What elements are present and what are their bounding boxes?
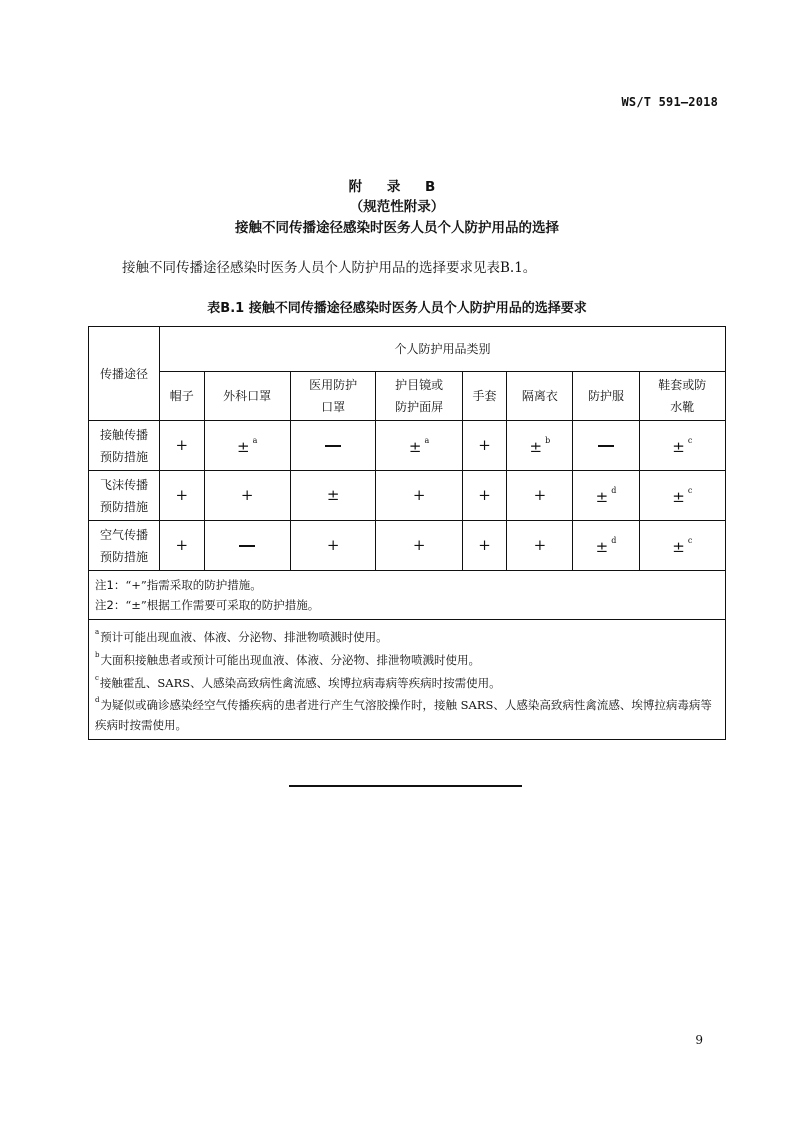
table-row (89, 471, 726, 521)
cell-text: 帽子 (169, 389, 194, 403)
optional-mark (672, 535, 693, 556)
mark-text: + (175, 536, 189, 554)
cell-text: 隔离衣 (521, 389, 558, 403)
required-mark (478, 436, 491, 454)
notes-row (89, 571, 726, 620)
required-mark (534, 536, 547, 554)
end-rule (289, 785, 522, 787)
mark-text: ± (595, 537, 609, 556)
cell-text: 口罩 (321, 400, 346, 414)
cell-text: 护目镜或 (395, 378, 444, 392)
mark-text: + (326, 536, 340, 554)
required-mark (327, 536, 340, 554)
optional-mark (672, 435, 693, 456)
table-cell (290, 521, 376, 571)
mark-text: + (412, 486, 426, 504)
cell-text: 医用防护 (309, 378, 358, 392)
column-header-cell (507, 372, 573, 421)
table-cell (507, 521, 573, 571)
table-cell (376, 421, 462, 471)
table-cell (639, 471, 725, 521)
note (95, 595, 719, 615)
cell-text: 传播途径 (99, 366, 148, 381)
footnote (95, 670, 719, 693)
group-header-cell (160, 327, 726, 372)
required-mark (478, 486, 491, 504)
mark-text: + (478, 436, 491, 454)
table-cell (160, 421, 205, 471)
footnotes-row (89, 620, 726, 740)
annex-kind: （规范性附录） (349, 199, 445, 215)
table-cell (639, 421, 725, 471)
footnotes-cell (89, 620, 726, 740)
header-row-columns (89, 372, 726, 421)
annex-name: 接触不同传播途径感染时医务人员个人防护用品的选择 (235, 220, 559, 236)
page-number: 9 (695, 1033, 703, 1047)
ppe-selection-table (88, 326, 726, 740)
footnote-mark: c (95, 673, 99, 682)
optional-mark (237, 435, 258, 456)
notes-cell (89, 571, 726, 620)
mark-text: ± (595, 487, 609, 506)
optional-mark (595, 535, 617, 556)
mark-text: + (175, 486, 189, 504)
mark-text: + (412, 536, 426, 554)
table-cell (160, 521, 205, 571)
cell-text: 个人防护用品类别 (394, 342, 491, 356)
optional-mark (672, 485, 693, 506)
table-caption: 表B.1 接触不同传播途径感染时医务人员个人防护用品的选择要求 (207, 301, 587, 316)
required-mark (478, 536, 491, 554)
note-label: 注2： (95, 598, 126, 612)
column-header-cell (462, 372, 507, 421)
not-required-mark (598, 436, 614, 454)
annex-title: 附 录 B (348, 179, 446, 195)
required-mark (175, 536, 188, 554)
cell-text: 预防措施 (99, 499, 148, 514)
table-cell (507, 471, 573, 521)
required-mark (175, 436, 188, 454)
table-cell (462, 421, 507, 471)
dash-glyph (239, 545, 255, 547)
cell-text: 预防措施 (99, 449, 148, 464)
footnote-text: 预计可能出现血液、体液、分泌物、排泄物喷溅时使用。 (100, 629, 388, 644)
table-cell (639, 521, 725, 571)
required-mark (241, 486, 254, 504)
cell-text: 外科口罩 (223, 389, 272, 403)
table-cell (160, 471, 205, 521)
table-cell (290, 471, 376, 521)
footnote-ref: c (687, 535, 693, 545)
cell-text: 预防措施 (99, 549, 148, 564)
row-label-cell (89, 471, 160, 521)
mark-text: ± (326, 486, 340, 504)
footnote-ref: a (424, 435, 430, 445)
mark-text: + (175, 436, 189, 454)
required-mark (534, 486, 547, 504)
cell-text: 飞沫传播 (99, 477, 148, 492)
footnote-mark: a (95, 628, 100, 636)
table-cell (462, 471, 507, 521)
header-row-group (89, 327, 726, 372)
mark-text: + (478, 536, 491, 554)
mark-text: + (478, 486, 491, 504)
table-cell (204, 421, 290, 471)
footnote-text: 接触霍乱、SARS、人感染高致病性禽流感、埃博拉病毒病等疾病时按需使用。 (99, 675, 501, 690)
note-label: 注1： (95, 578, 126, 592)
dash-glyph (325, 445, 341, 447)
row-label-cell (89, 421, 160, 471)
cell-text: 接触传播 (99, 427, 148, 442)
note-text: “+”指需采取的防护措施。 (125, 578, 262, 592)
table-cell (204, 471, 290, 521)
mark-text: ± (672, 437, 685, 456)
column-header-cell (573, 372, 639, 421)
cell-text: 水靴 (670, 400, 695, 414)
table-cell (376, 471, 462, 521)
cell-text: 防护服 (587, 389, 624, 403)
table-cell (290, 421, 376, 471)
optional-mark (408, 435, 430, 456)
cell-text: 防护面屏 (395, 400, 444, 414)
mark-text: + (240, 486, 254, 504)
table-cell (204, 521, 290, 571)
optional-mark (327, 486, 340, 504)
table-cell (573, 421, 639, 471)
table-cell (573, 521, 639, 571)
cell-text: 手套 (472, 389, 497, 403)
footnote-ref: c (687, 485, 693, 495)
table-cell (507, 421, 573, 471)
footnote (95, 692, 719, 735)
dash-glyph (598, 445, 614, 447)
required-mark (413, 486, 426, 504)
row-header-cell (89, 327, 160, 421)
column-header-cell (204, 372, 290, 421)
table-cell (376, 521, 462, 571)
table-row (89, 521, 726, 571)
footnote (95, 624, 719, 647)
not-required-mark (325, 436, 341, 454)
column-header-cell (290, 372, 376, 421)
mark-text: ± (529, 437, 543, 456)
note-text: “±”根据工作需要可采取的防护措施。 (125, 598, 320, 612)
footnote-mark: d (95, 696, 100, 705)
mark-text: + (533, 486, 547, 504)
column-header-cell (160, 372, 205, 421)
optional-mark (595, 485, 617, 506)
mark-text: ± (672, 487, 685, 506)
row-label-cell (89, 521, 160, 571)
optional-mark (529, 435, 551, 456)
table-row (89, 421, 726, 471)
footnote-text: 为疑似或确诊感染经空气传播疾病的患者进行产生气溶胶操作时，接触 SARS、人感染高致病性禽流感、埃博拉病毒病等疾病时按需使用。 (95, 698, 712, 733)
table-cell (573, 471, 639, 521)
mark-text: + (533, 536, 547, 554)
mark-text: ± (237, 437, 250, 456)
mark-text: ± (672, 537, 685, 556)
footnote-ref: c (687, 435, 693, 445)
cell-text: 空气传播 (99, 527, 148, 542)
standard-number: WS/T 591—2018 (621, 95, 718, 109)
footnote-ref: a (252, 435, 258, 445)
not-required-mark (239, 536, 255, 554)
required-mark (413, 536, 426, 554)
intro-paragraph: 接触不同传播途径感染时医务人员个人防护用品的选择要求见表B.1。 (122, 260, 537, 276)
note (95, 575, 719, 595)
required-mark (175, 486, 188, 504)
column-header-cell (376, 372, 462, 421)
footnote-ref: d (611, 485, 617, 495)
table-cell (462, 521, 507, 571)
footnote (95, 647, 719, 670)
footnote-text: 大面积接触患者或预计可能出现血液、体液、分泌物、排泄物喷溅时使用。 (100, 652, 480, 667)
column-header-cell (639, 372, 725, 421)
footnote-ref: d (611, 535, 617, 545)
cell-text: 鞋套或防 (658, 378, 707, 392)
footnote-ref: b (545, 435, 551, 445)
mark-text: ± (408, 437, 422, 456)
footnote-mark: b (95, 650, 100, 659)
